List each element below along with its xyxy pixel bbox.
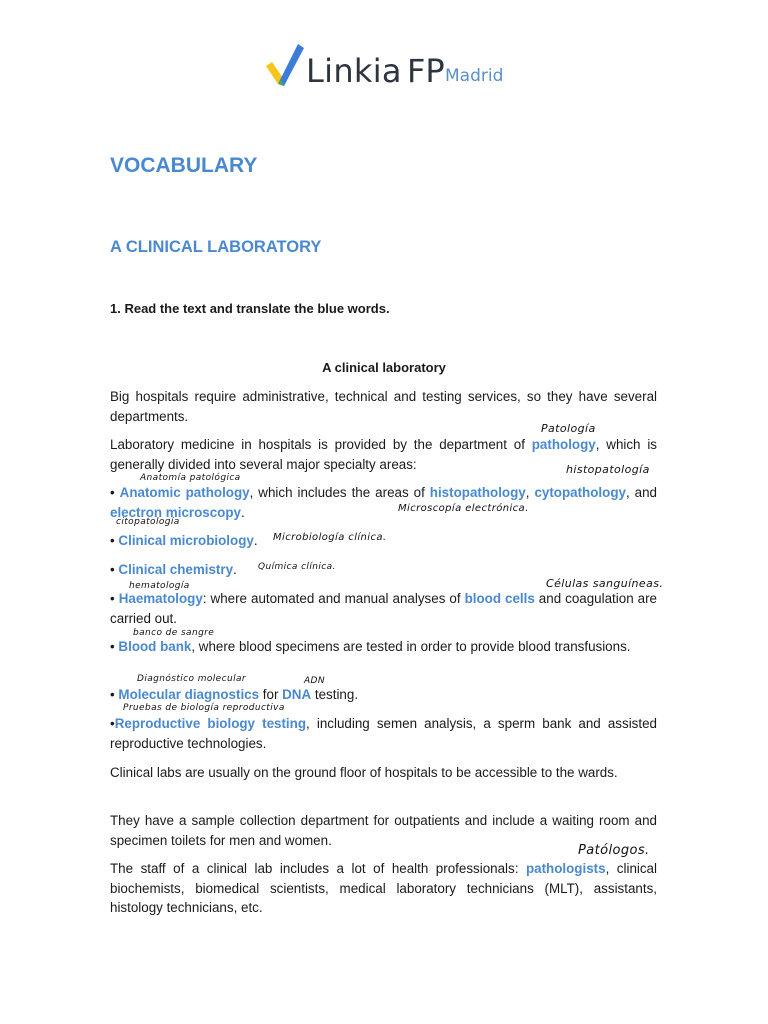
bullet-molecular-diagnostics <box>110 685 657 705</box>
vocab-word: cytopathology <box>534 485 626 500</box>
vocab-word: pathology <box>531 437 596 452</box>
text: . <box>233 562 237 577</box>
vocab-word: blood cells <box>464 591 535 606</box>
bullet: • <box>110 591 119 606</box>
text-subtitle: A clinical laboratory <box>322 360 446 375</box>
text: testing. <box>311 687 359 702</box>
vocab-word: DNA <box>282 687 312 702</box>
text: , and <box>625 485 657 500</box>
handwritten-note: Microbiología clínica. <box>273 532 387 543</box>
bullet-anatomic-pathology <box>110 483 657 522</box>
text: . <box>253 533 258 548</box>
text: , <box>525 485 535 500</box>
text: : where automated and manual analyses of <box>202 591 465 606</box>
bullet-haematology <box>110 589 657 628</box>
page-title: VOCABULARY <box>110 154 258 177</box>
vocab-word: Clinical microbiology <box>118 533 254 548</box>
handwritten-note: Diagnóstico molecular <box>137 674 246 684</box>
handwritten-note: Patología <box>541 422 596 435</box>
instruction: 1. Read the text and translate the blue words. <box>110 301 390 316</box>
text: , which is generally divided into several major specialty areas: <box>110 437 657 472</box>
handwritten-note: citopatología <box>116 517 180 527</box>
handwritten-note: histopatología <box>566 463 650 476</box>
text: Laboratory medicine in hospitals is provided by the department of <box>110 437 532 452</box>
text: and coagulation are carried out. <box>110 591 657 626</box>
handwritten-note: banco de sangre <box>133 628 215 638</box>
bullet: • <box>110 687 119 702</box>
linkia-logo <box>262 40 522 90</box>
vocab-word: Reproductive biology testing <box>114 716 307 731</box>
text: for <box>259 687 283 702</box>
handwritten-note: Anatomía patológica <box>140 473 241 483</box>
paragraph-3: Clinical labs are usually on the ground floor of hospitals to be accessible to the wards. <box>110 765 618 780</box>
logo-fp: FP <box>407 52 445 90</box>
bullet: • <box>110 639 119 654</box>
vocab-word: Haematology <box>118 591 203 606</box>
vocab-word: histopathology <box>429 485 526 500</box>
handwritten-note: Química clínica. <box>258 562 336 572</box>
text: , clinical biochemists, biomedical scientists, medical laboratory technicians (MLT), assistants, histology technicians, etc. <box>110 861 657 915</box>
checkmark-logo-icon <box>262 40 306 90</box>
vocab-word: Clinical chemistry <box>118 562 234 577</box>
bullet: • <box>110 562 119 577</box>
vocab-word: Blood bank <box>118 639 192 654</box>
text: , where blood specimens are tested in order to provide blood transfusions. <box>191 639 631 654</box>
paragraph-4: They have a sample collection department for outpatients and include a waiting room and specimen toilets for men and women. <box>110 813 657 848</box>
bullet-reproductive-biology <box>110 714 657 753</box>
text: , which includes the areas of <box>249 485 430 500</box>
paragraph-1: Big hospitals require administrative, technical and testing services, so they have several departments. <box>110 389 657 424</box>
handwritten-note: ADN <box>304 676 326 686</box>
handwritten-note: Células sanguíneas. <box>546 577 664 590</box>
logo-brand: Linkia <box>306 52 402 90</box>
handwritten-note: Microscopía electrónica. <box>398 503 529 514</box>
vocab-word: electron microscopy <box>110 504 241 520</box>
bullet: • <box>110 533 119 548</box>
text: . <box>240 504 245 520</box>
text: , including semen analysis, a sperm bank and assisted reproductive technologies. <box>110 716 657 751</box>
bullet-blood-bank <box>110 637 657 657</box>
handwritten-note: Pruebas de biología reproductiva <box>123 703 285 713</box>
section-title: A CLINICAL LABORATORY <box>110 238 322 256</box>
vocab-word: Anatomic pathology <box>119 485 250 500</box>
handwritten-note: hematología <box>129 581 190 591</box>
logo-city: Madrid <box>445 66 504 86</box>
vocab-word: pathologists <box>525 861 606 876</box>
bullet: • <box>110 485 120 500</box>
handwritten-note: Patólogos. <box>578 843 650 858</box>
bullet: • <box>110 716 115 731</box>
vocab-word: Molecular diagnostics <box>118 687 260 702</box>
text: The staff of a clinical lab includes a lot of health professionals: <box>110 861 526 876</box>
paragraph-5 <box>110 859 657 918</box>
